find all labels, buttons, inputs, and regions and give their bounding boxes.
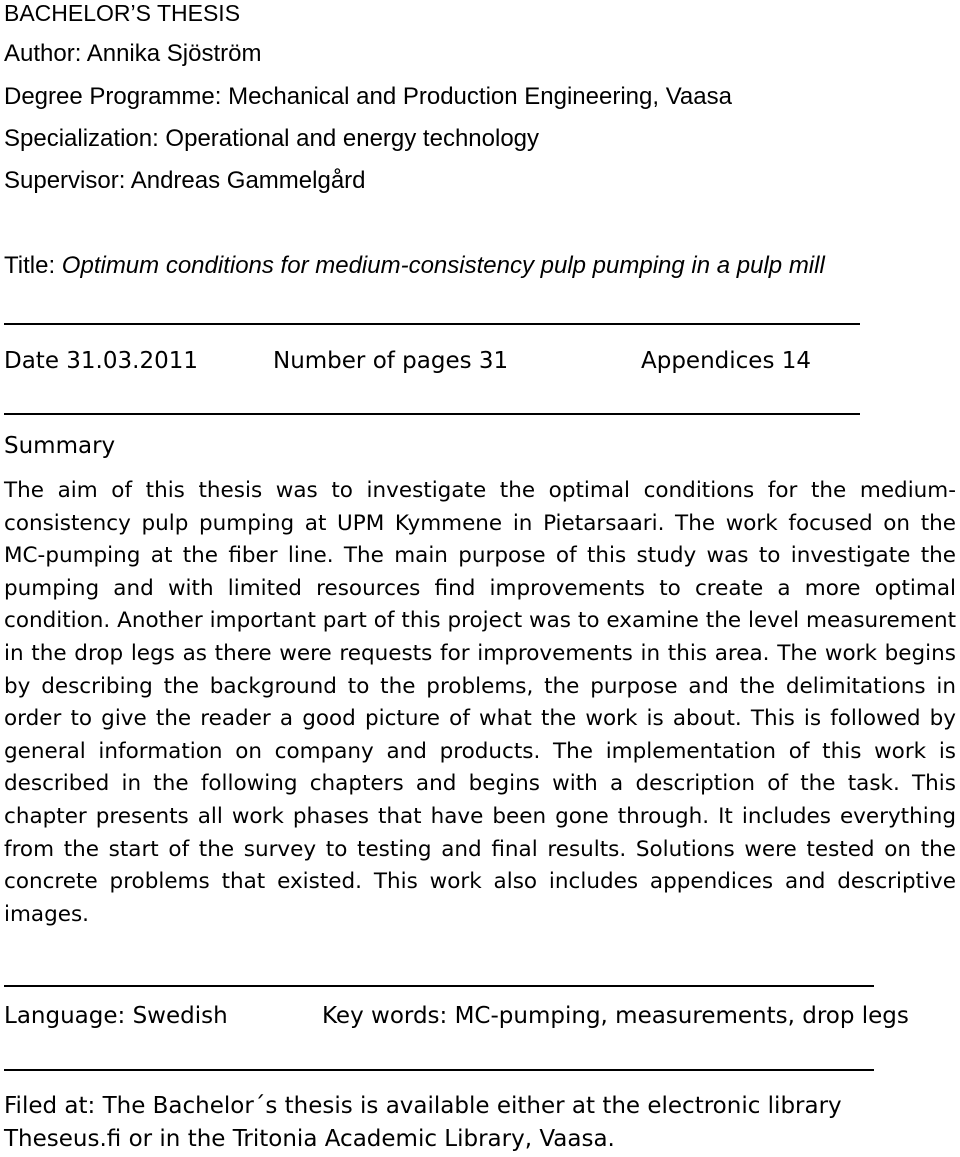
- divider-top: [4, 323, 860, 325]
- date-field: Date 31.03.2011: [4, 348, 198, 374]
- thesis-title-line: [4, 252, 825, 280]
- author-line: Author: Annika Sjöström: [4, 40, 262, 67]
- divider-meta: [4, 413, 860, 415]
- filed-at-note: Filed at: The Bachelor´s thesis is available either at the electronic library Theseus.fi or in the Tritonia Academic Library, Vaasa.: [4, 1093, 842, 1152]
- language-field: Language: Swedish: [4, 1003, 228, 1029]
- divider-footer: [4, 1069, 874, 1071]
- specialization-line: Specialization: Operational and energy technology: [4, 125, 540, 152]
- document-heading: BACHELOR’S THESIS: [4, 0, 241, 26]
- degree-programme-line: Degree Programme: Mechanical and Production Engineering, Vaasa: [4, 83, 732, 110]
- appendices-field: Appendices 14: [641, 348, 812, 374]
- divider-summary-end: [4, 985, 874, 987]
- keywords-field: Key words: MC-pumping, measurements, drop legs: [322, 1003, 909, 1029]
- summary-body: The aim of this thesis was to investigate the optimal conditions for the medium-consistency pulp pumping at UPM Kymmene in Pietarsaari. The work focused on the MC-pumping at the fiber line. The main purpose of this study was to investigate the pumping and with limited resources find improvements to create a more optimal condition. Another important part of this project was to examine the level measurement in the drop legs as there were requests for improvements in this area. The work begins by describing the background to the problems, the purpose and the delimitations in order to give the reader a good picture of what the work is about. This is followed by general information on company and products. The implementation of this work is described in the following chapters and begins with a description of the task. This chapter presents all work phases that have been gone through. It includes everything from the start of the survey to testing and final results. Solutions were tested on the concrete problems that existed. This work also includes appendices and descriptive images.: [4, 478, 956, 927]
- title-label: Title:: [4, 252, 62, 279]
- summary-heading: Summary: [4, 433, 116, 459]
- supervisor-line: Supervisor: Andreas Gammelgård: [4, 167, 366, 194]
- page-count-field: Number of pages 31: [273, 348, 509, 374]
- thesis-title: Optimum conditions for medium-consistency pulp pumping in a pulp mill: [61, 252, 825, 279]
